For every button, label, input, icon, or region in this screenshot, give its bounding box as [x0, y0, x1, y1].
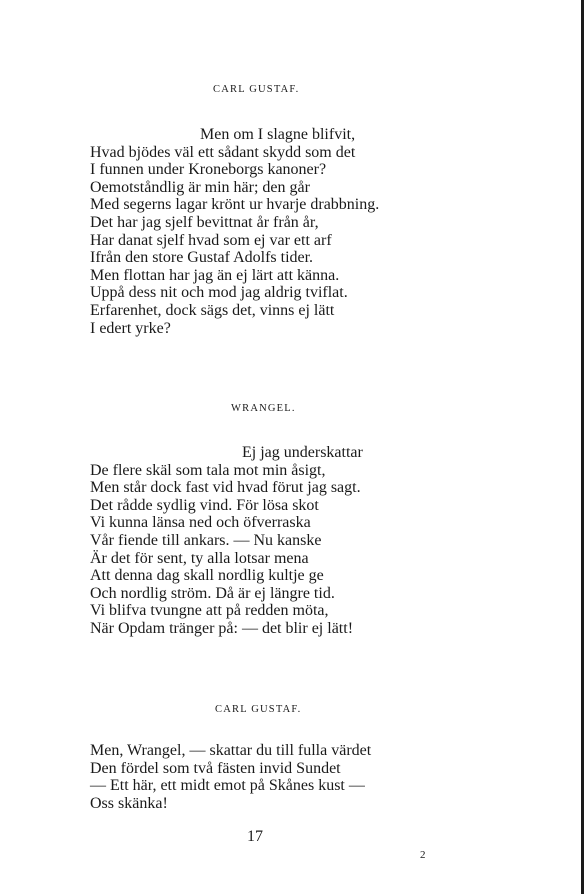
- speaker-wrangel: WRANGEL.: [231, 403, 296, 414]
- verse-line: Den fördel som två fästen invid Sundet: [90, 759, 341, 777]
- verse-line: Vi kunna länsa ned och öfverraska: [90, 514, 311, 532]
- speaker-carl-gustaf-2: CARL GUSTAF.: [215, 704, 302, 715]
- verse-line: Vår fiende till ankars. — Nu kanske: [90, 531, 322, 549]
- verse-line: Oss skänka!: [90, 794, 168, 812]
- verse-line: Ifrån den store Gustaf Adolfs tider.: [90, 249, 314, 267]
- verse-line: Det rådde sydlig vind. För lösa skot: [90, 496, 319, 514]
- verse-line: Att denna dag skall nordlig kultje ge: [90, 567, 324, 585]
- page-number: 17: [247, 828, 263, 845]
- verse-line: Men flottan har jag än ej lärt att känna.: [90, 266, 340, 284]
- verse-block-2: [90, 444, 363, 638]
- verse-line: Ej jag underskattar: [242, 444, 363, 461]
- verse-line: När Opdam tränger på: — det blir ej lätt!: [90, 619, 354, 637]
- verse-line: Men, Wrangel, — skattar du till fulla värdet: [90, 742, 372, 759]
- signature-mark: 2: [420, 849, 426, 861]
- verse-block-3: [90, 742, 371, 812]
- verse-line: De flere skäl som tala mot min åsigt,: [90, 461, 326, 479]
- verse-line: Det har jag sjelf bevittnat år från år,: [90, 213, 319, 231]
- verse-line: Erfarenhet, dock sägs det, vinns ej lätt: [90, 301, 335, 319]
- verse-block-1: [90, 126, 379, 337]
- verse-line: Men står dock fast vid hvad förut jag sagt.: [90, 479, 361, 497]
- verse-line: Men om I slagne blifvit,: [200, 126, 356, 143]
- speaker-carl-gustaf-1: CARL GUSTAF.: [213, 84, 300, 95]
- verse-line: Hvad bjödes väl ett sådant skydd som det: [90, 143, 356, 161]
- verse-line: Oemotståndlig är min här; den går: [90, 178, 310, 196]
- verse-line: — Ett här, ett midt emot på Skånes kust —: [90, 777, 365, 795]
- verse-line: Vi blifva tvungne att på redden möta,: [90, 602, 329, 620]
- verse-line: Och nordlig ström. Då är ej längre tid.: [90, 584, 335, 602]
- verse-line: Med segerns lagar krönt ur hvarje drabbning.: [90, 196, 380, 214]
- verse-line: I edert yrke?: [90, 319, 171, 337]
- verse-line: Är det för sent, ty alla lotsar mena: [90, 549, 309, 567]
- verse-line: Har danat sjelf hvad som ej var ett arf: [90, 231, 332, 249]
- verse-line: Uppå dess nit och mod jag aldrig tviflat.: [90, 284, 348, 302]
- verse-line: I funnen under Kroneborgs kanoner?: [90, 161, 327, 179]
